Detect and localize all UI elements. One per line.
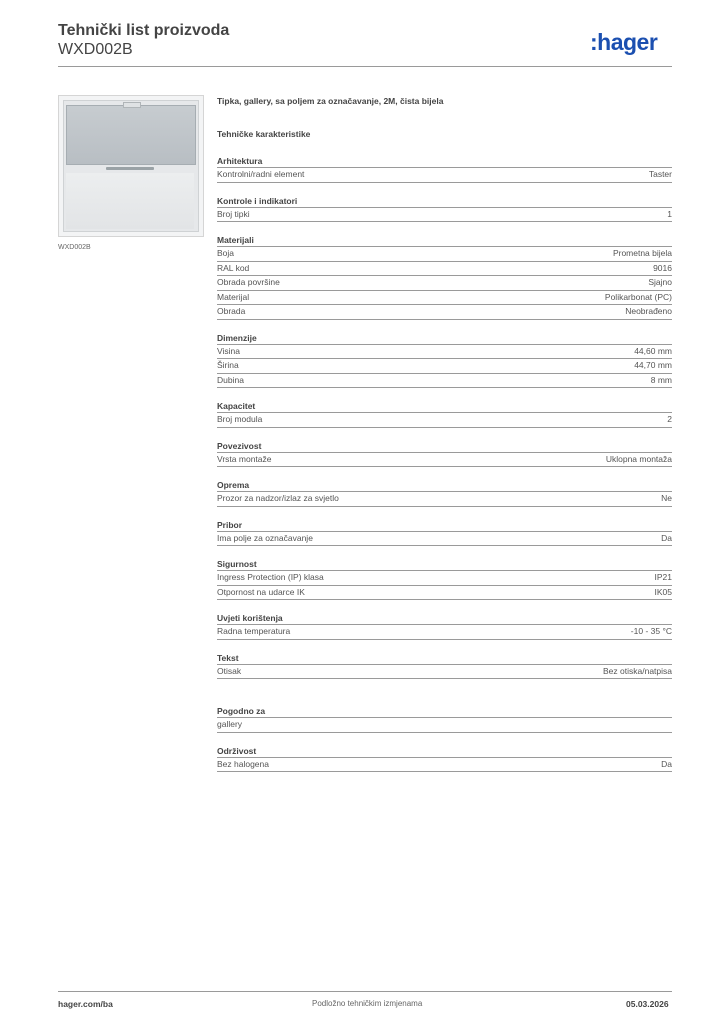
footer-notice: Podložno tehničkim izmjenama [312,999,423,1008]
spec-label: Prozor za nadzor/izlaz za svjetlo [217,493,339,503]
section-title: Kontrole i indikatori [217,195,298,206]
spec-section [217,332,672,389]
spec-label: Ima polje za označavanje [217,532,313,543]
spec-label: Bez halogena [217,758,269,769]
spec-label: Materijal [217,291,250,302]
spec-row [217,570,672,585]
spec-section [217,558,672,600]
spec-row [217,491,672,507]
spec-value: Prometna bijela [612,248,672,258]
spec-label: Ingress Protection (IP) klasa [217,572,324,582]
spec-value: Uklopna montaža [605,453,672,464]
spec-section [217,612,672,640]
spec-value: Taster [648,169,672,179]
spec-label: Obrada površine [217,277,280,287]
section-title: Kapacitet [217,401,256,411]
spec-row [217,246,672,261]
footer-date: 05.03.2026 [626,999,669,1009]
spec-row [217,664,672,680]
spec-value: 1 [667,208,672,219]
spec-value: IP21 [654,572,672,582]
section-title: Oprema [217,480,250,490]
spec-label: Radna temperatura [217,626,291,636]
spec-value: IK05 [654,586,672,597]
push-button-product-image [58,95,204,237]
spec-label: gallery [217,719,243,729]
spec-section [217,234,672,320]
spec-sections [217,155,672,679]
spec-label: Obrada [217,306,246,316]
section-title: Tekst [217,652,239,663]
spec-row [217,624,672,640]
spec-section [217,705,672,733]
section-title: Materijali [217,235,254,245]
section-title: Dimenzije [217,332,257,343]
spec-row [217,585,672,601]
footer-divider [58,991,672,992]
spec-label: Dubina [217,374,244,385]
page-header [58,22,229,59]
spec-section [217,440,672,468]
spec-value: -10 - 35 °C [630,626,672,636]
image-caption: WXD002B [58,244,91,251]
spec-row [217,167,672,183]
spec-row [217,275,672,290]
spec-row [217,304,672,320]
section-title: Pogodno za [217,706,266,716]
product-code: WXD002B [58,41,133,58]
spec-row [217,531,672,547]
spec-section [217,479,672,507]
spec-row [217,373,672,389]
spec-value: 44,60 mm [634,345,672,356]
header-divider [58,66,672,67]
spec-row [217,344,672,359]
spec-section [217,400,672,428]
section-title: Sigurnost [217,559,257,569]
section-title: Održivost [217,745,257,756]
technical-characteristics-title: Tehničke karakteristike [217,129,311,139]
spec-row [217,757,672,773]
spec-value: 44,70 mm [634,360,672,370]
page-title: Tehnički list proizvoda [58,22,230,39]
spec-section [217,652,672,680]
spec-section [217,745,672,773]
spec-row [217,717,672,733]
spec-row [217,261,672,276]
spec-value: 8 mm [650,374,672,385]
spec-label: Boja [217,248,235,258]
spec-content [217,96,672,772]
spec-value: Polikarbonat (PC) [604,291,672,302]
spec-label: Broj modula [217,414,263,424]
footer-website: hager.com/ba [58,999,113,1009]
spec-label: Visina [217,345,240,356]
spec-label: Otpornost na udarce IK [217,586,305,597]
section-title: Arhitektura [217,156,263,166]
product-description: Tipka, gallery, sa poljem za označavanje, 2M, čista bijela [217,96,444,106]
section-title: Uvjeti korištenja [217,613,283,623]
spec-row [217,290,672,305]
spec-label: Vrsta montaže [217,453,272,464]
spec-section [217,155,672,183]
spec-label: Otisak [217,665,242,676]
hager-logo: :hager [590,29,658,55]
spec-value: Neobrađeno [625,306,672,316]
spec-value: Ne [661,493,672,503]
spec-section [217,195,672,223]
spec-label: Broj tipki [217,208,250,219]
spec-value: 9016 [653,262,672,273]
spec-label: Širina [217,360,239,370]
spec-value: Sjajno [648,277,672,287]
spec-value: Bez otiska/natpisa [603,665,672,676]
spec-value: Da [661,532,672,543]
spec-value: 2 [667,414,672,424]
extra-spec-sections [217,705,672,772]
section-title: Povezivost [217,440,262,451]
spec-row [217,358,672,373]
spec-value: Da [661,758,672,769]
spec-label: RAL kod [217,262,250,273]
spec-section [217,519,672,547]
spec-row [217,207,672,223]
spec-row [217,412,672,428]
section-title: Pribor [217,519,243,530]
spec-row [217,452,672,468]
spec-label: Kontrolni/radni element [217,169,305,179]
